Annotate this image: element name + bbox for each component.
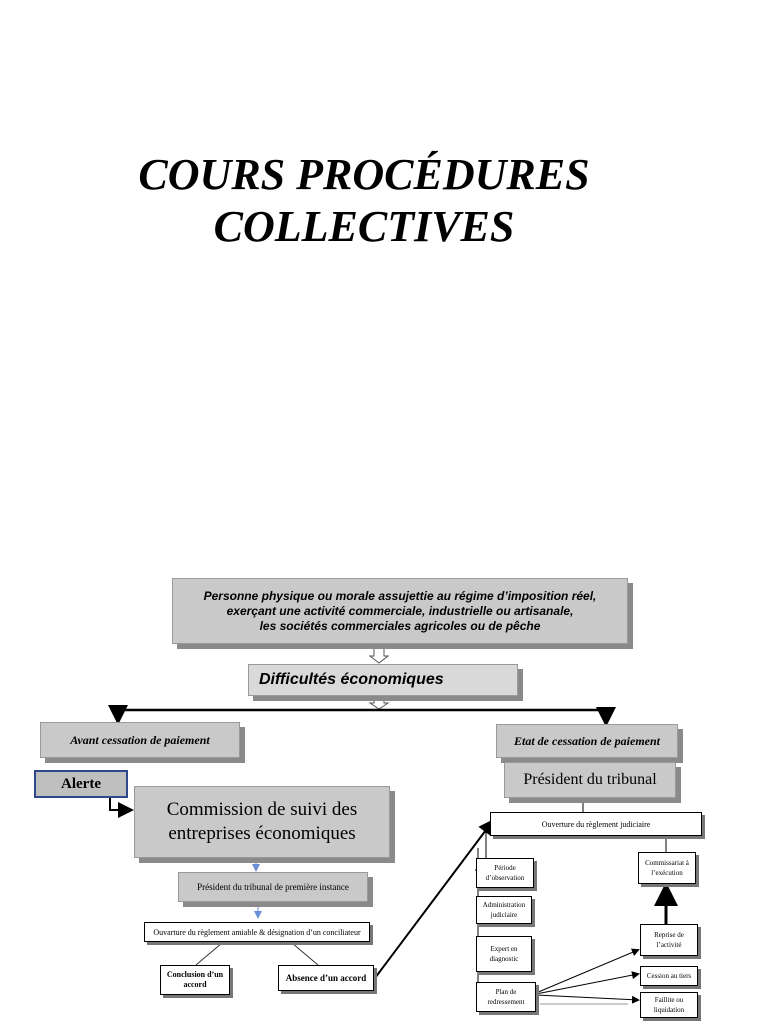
commissariat-execution-label: Commissariat à l’exécution: [645, 859, 689, 877]
administration-judiciaire-label: Administration judiciaire: [482, 901, 526, 919]
faillite-liquidation-box: [640, 992, 698, 1018]
avant-cessation-label: Avant cessation de paiement: [70, 732, 210, 747]
ouverture-amiable-label: Ouvarture du règlement amiable & désignation d’un conciliateur: [153, 927, 361, 937]
president-premiere-instance-label: Président du tribunal de première instance: [197, 882, 349, 892]
ouverture-judiciaire-box: [490, 812, 702, 836]
commissariat-execution-box: [638, 852, 696, 884]
etat-cessation-label: Etat de cessation de paiement: [514, 733, 660, 748]
president-tribunal-box: [504, 762, 676, 798]
ouverture-judiciaire-label: Ouverture du règlement judiciaire: [541, 819, 651, 829]
top-box-eligible-persons: [172, 578, 628, 644]
plan-redressement-label: Plan de redressement: [487, 988, 525, 1006]
etat-cessation-box: [496, 724, 678, 758]
difficultes-label: Difficultés économiques: [259, 671, 444, 688]
absence-accord-box: [278, 965, 374, 991]
difficultes-box: [248, 664, 518, 696]
reprise-activite-label: Reprise de l’activité: [654, 931, 684, 949]
president-tribunal-label: Président du tribunal: [523, 771, 657, 788]
alerte-box: [34, 770, 128, 798]
periode-observation-label: Période d’observation: [485, 864, 525, 882]
alerte-label: Alerte: [61, 775, 101, 792]
periode-observation-box: [476, 858, 534, 888]
cession-tiers-label: Cession au tiers: [646, 972, 692, 980]
commission-box: [134, 786, 390, 858]
plan-redressement-box: [476, 982, 536, 1012]
top-box-line-1: Personne physique ou morale assujettie au régime d’imposition réel,: [203, 588, 597, 603]
top-box-line-3: les sociétés commerciales agricoles ou de pêche: [259, 618, 541, 633]
conclusion-accord-label: Conclusion d’un accord: [166, 970, 224, 989]
top-box-line-2: exerçant une activité commerciale, industrielle ou artisanale,: [226, 603, 574, 618]
page-title-line1: COURS PROCÉDURES: [138, 150, 590, 199]
reprise-activite-box: [640, 924, 698, 956]
ouverture-amiable-box: [144, 922, 370, 942]
president-premiere-instance-box: [178, 872, 368, 902]
commission-label: Commission de suivi des entreprises économiques: [166, 799, 358, 844]
cession-tiers-box: [640, 966, 698, 986]
administration-judiciaire-box: [476, 896, 532, 924]
expert-diagnostic-label: Expert en diagnostic: [489, 945, 519, 963]
conclusion-accord-box: [160, 965, 230, 995]
expert-diagnostic-box: [476, 936, 532, 972]
page-title-line2: COLLECTIVES: [213, 202, 515, 251]
absence-accord-label: Absence d’un accord: [285, 973, 367, 983]
avant-cessation-box: [40, 722, 240, 758]
faillite-liquidation-label: Faillite ou liquidation: [653, 996, 685, 1014]
